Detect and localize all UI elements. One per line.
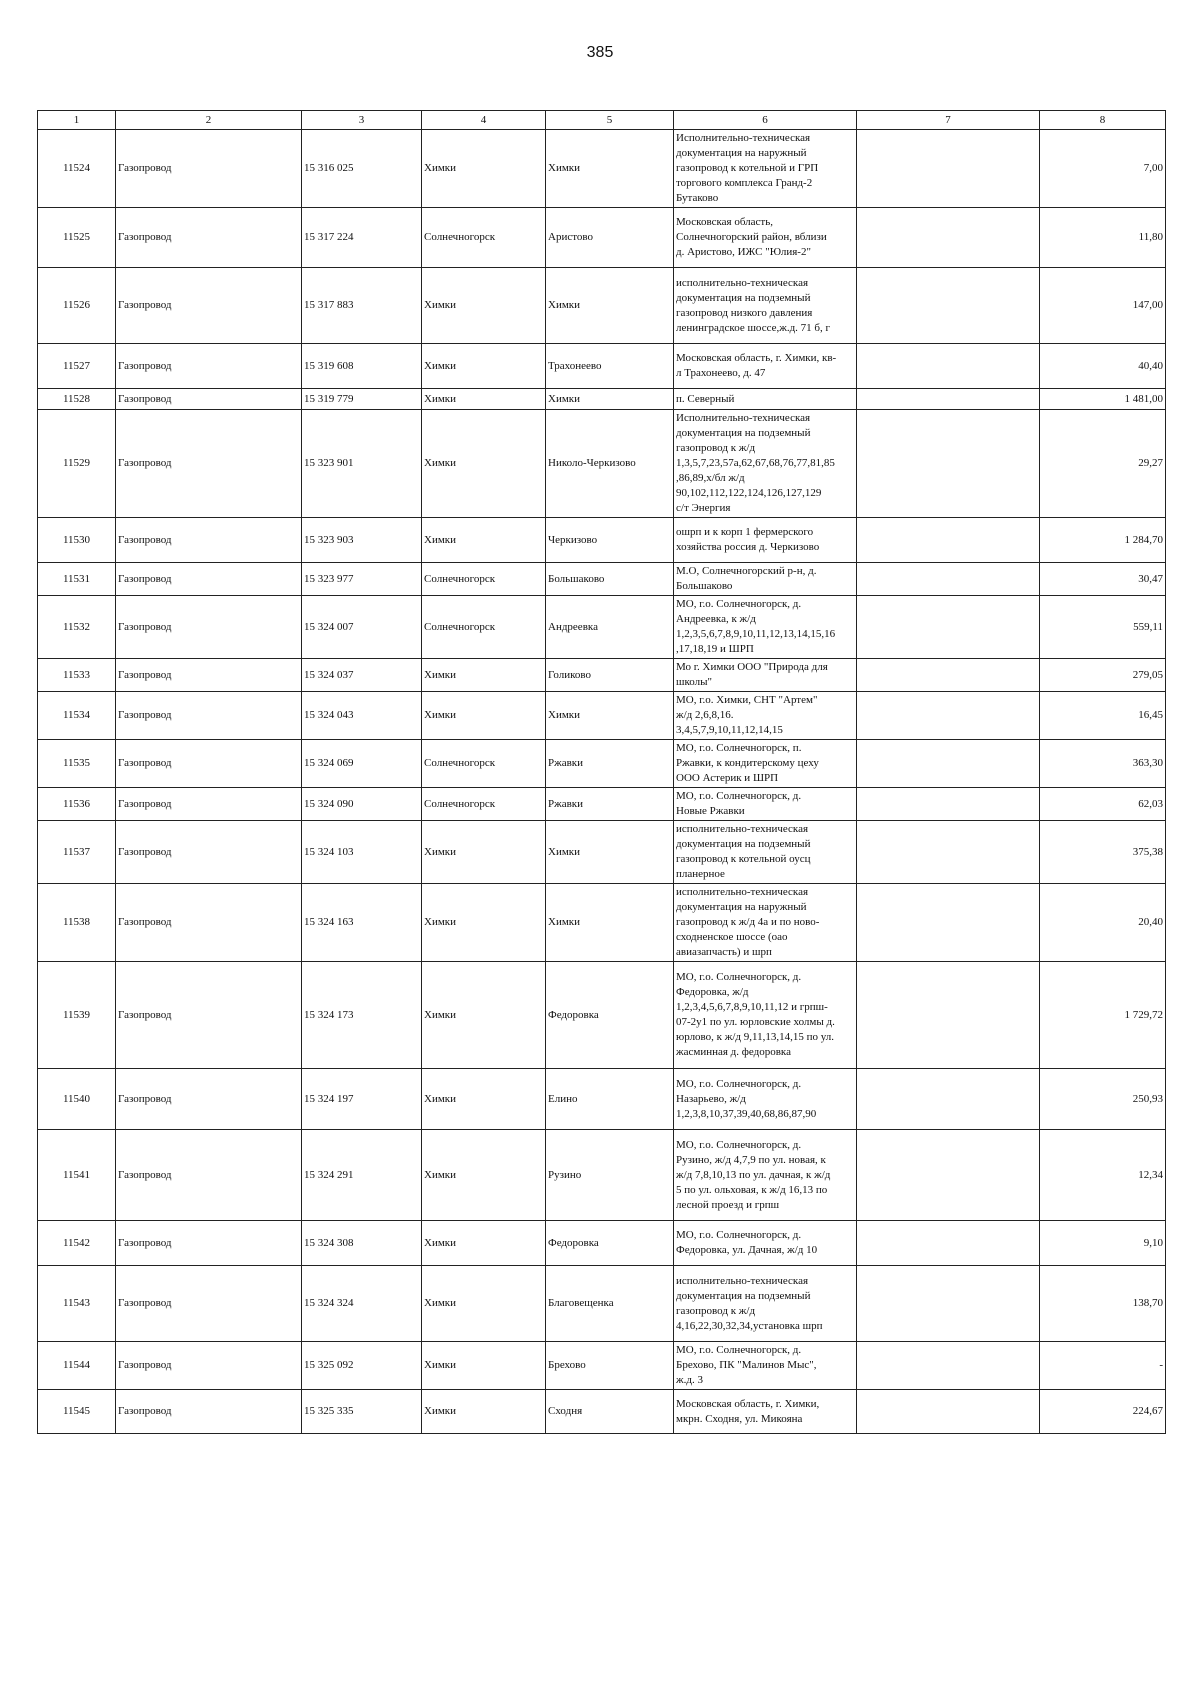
row-id-cell: 11534 — [38, 692, 116, 740]
column-7-cell — [857, 1221, 1040, 1266]
description-cell: Московская область, Солнечногорский район, вблизи д. Аристово, ИЖС "Юлия-2" — [674, 208, 857, 268]
value-cell: 62,03 — [1040, 788, 1166, 821]
district-cell: Химки — [422, 821, 546, 884]
value-cell: 250,93 — [1040, 1069, 1166, 1130]
table-row — [38, 1390, 1166, 1434]
table-row — [38, 268, 1166, 344]
type-cell: Газопровод — [116, 692, 302, 740]
type-cell: Газопровод — [116, 518, 302, 563]
district-cell: Химки — [422, 1342, 546, 1390]
district-cell: Химки — [422, 659, 546, 692]
row-id-cell: 11529 — [38, 410, 116, 518]
type-cell: Газопровод — [116, 740, 302, 788]
row-id-cell: 11527 — [38, 344, 116, 389]
type-cell: Газопровод — [116, 962, 302, 1069]
code-cell: 15 324 173 — [302, 962, 422, 1069]
value-cell: 138,70 — [1040, 1266, 1166, 1342]
code-cell: 15 324 090 — [302, 788, 422, 821]
table-row — [38, 563, 1166, 596]
locality-cell: Николо-Черкизово — [546, 410, 674, 518]
column-7-cell — [857, 1266, 1040, 1342]
type-cell: Газопровод — [116, 344, 302, 389]
type-cell: Газопровод — [116, 130, 302, 208]
district-cell: Солнечногорск — [422, 788, 546, 821]
type-cell: Газопровод — [116, 268, 302, 344]
description-cell: ошрп и к корп 1 фермерского хозяйства россия д. Черкизово — [674, 518, 857, 563]
description-cell: исполнительно-техническая документация на подземный газопровод к котельной оусц планерное — [674, 821, 857, 884]
code-cell: 15 324 007 — [302, 596, 422, 659]
table-row — [38, 130, 1166, 208]
table-row — [38, 518, 1166, 563]
value-cell: 363,30 — [1040, 740, 1166, 788]
value-cell: - — [1040, 1342, 1166, 1390]
code-cell: 15 325 335 — [302, 1390, 422, 1434]
locality-cell: Федоровка — [546, 962, 674, 1069]
row-id-cell: 11540 — [38, 1069, 116, 1130]
locality-cell: Аристово — [546, 208, 674, 268]
row-id-cell: 11525 — [38, 208, 116, 268]
code-cell: 15 319 779 — [302, 389, 422, 410]
district-cell: Химки — [422, 1221, 546, 1266]
district-cell: Солнечногорск — [422, 740, 546, 788]
column-header: 7 — [857, 111, 1040, 130]
table-row — [38, 1221, 1166, 1266]
locality-cell: Трахонеево — [546, 344, 674, 389]
row-id-cell: 11545 — [38, 1390, 116, 1434]
code-cell: 15 324 163 — [302, 884, 422, 962]
row-id-cell: 11543 — [38, 1266, 116, 1342]
code-cell: 15 324 291 — [302, 1130, 422, 1221]
column-header: 6 — [674, 111, 857, 130]
row-id-cell: 11537 — [38, 821, 116, 884]
description-cell: Исполнительно-техническая документация на наружный газопровод к котельной и ГРП торгового комплекса Гранд-2 Бутаково — [674, 130, 857, 208]
type-cell: Газопровод — [116, 1266, 302, 1342]
code-cell: 15 317 224 — [302, 208, 422, 268]
row-id-cell: 11538 — [38, 884, 116, 962]
value-cell: 29,27 — [1040, 410, 1166, 518]
district-cell: Химки — [422, 692, 546, 740]
description-cell: М.О, Солнечногорский р-н, д. Большаково — [674, 563, 857, 596]
locality-cell: Елино — [546, 1069, 674, 1130]
row-id-cell: 11528 — [38, 389, 116, 410]
table-row — [38, 659, 1166, 692]
column-7-cell — [857, 1342, 1040, 1390]
description-cell: МО, г.о. Химки, СНТ "Артем" ж/д 2,6,8,16. 3,4,5,7,9,10,11,12,14,15 — [674, 692, 857, 740]
description-cell: Исполнительно-техническая документация на подземный газопровод к ж/д 1,3,5,7,23,57а,62,67,68,76,77,81,85 ,86,89,х/бл ж/д 90,102,112,122,124,126,127,129 с/т Энергия — [674, 410, 857, 518]
column-7-cell — [857, 344, 1040, 389]
row-id-cell: 11542 — [38, 1221, 116, 1266]
row-id-cell: 11536 — [38, 788, 116, 821]
code-cell: 15 323 977 — [302, 563, 422, 596]
description-cell: МО, г.о. Солнечногорск, д. Федоровка, ул. Дачная, ж/д 10 — [674, 1221, 857, 1266]
code-cell: 15 324 069 — [302, 740, 422, 788]
table-row — [38, 596, 1166, 659]
column-7-cell — [857, 518, 1040, 563]
value-cell: 7,00 — [1040, 130, 1166, 208]
locality-cell: Благовещенка — [546, 1266, 674, 1342]
row-id-cell: 11526 — [38, 268, 116, 344]
column-7-cell — [857, 389, 1040, 410]
description-cell: исполнительно-техническая документация на подземный газопровод низкого давления ленинградское шоссе,ж.д. 71 б, г — [674, 268, 857, 344]
column-7-cell — [857, 1130, 1040, 1221]
locality-cell: Ржавки — [546, 740, 674, 788]
locality-cell: Химки — [546, 130, 674, 208]
district-cell: Солнечногорск — [422, 596, 546, 659]
column-header: 2 — [116, 111, 302, 130]
description-cell: исполнительно-техническая документация на подземный газопровод к ж/д 4,16,22,30,32,34,установка шрп — [674, 1266, 857, 1342]
row-id-cell: 11541 — [38, 1130, 116, 1221]
description-cell: МО, г.о. Солнечногорск, п. Ржавки, к кондитерскому цеху ООО Астерик и ШРП — [674, 740, 857, 788]
locality-cell: Ржавки — [546, 788, 674, 821]
locality-cell: Федоровка — [546, 1221, 674, 1266]
value-cell: 279,05 — [1040, 659, 1166, 692]
table-row — [38, 788, 1166, 821]
description-cell: МО, г.о. Солнечногорск, д. Назарьево, ж/д 1,2,3,8,10,37,39,40,68,86,87,90 — [674, 1069, 857, 1130]
value-cell: 147,00 — [1040, 268, 1166, 344]
code-cell: 15 323 901 — [302, 410, 422, 518]
type-cell: Газопровод — [116, 596, 302, 659]
locality-cell: Голиково — [546, 659, 674, 692]
type-cell: Газопровод — [116, 884, 302, 962]
value-cell: 1 481,00 — [1040, 389, 1166, 410]
description-cell: МО, г.о. Солнечногорск, д. Брехово, ПК "Малинов Мыс", ж.д. 3 — [674, 1342, 857, 1390]
header-row — [38, 111, 1166, 130]
table-row — [38, 692, 1166, 740]
row-id-cell: 11533 — [38, 659, 116, 692]
district-cell: Химки — [422, 1130, 546, 1221]
district-cell: Химки — [422, 130, 546, 208]
column-7-cell — [857, 1069, 1040, 1130]
row-id-cell: 11544 — [38, 1342, 116, 1390]
value-cell: 12,34 — [1040, 1130, 1166, 1221]
code-cell: 15 319 608 — [302, 344, 422, 389]
column-header: 5 — [546, 111, 674, 130]
column-7-cell — [857, 208, 1040, 268]
district-cell: Химки — [422, 268, 546, 344]
value-cell: 559,11 — [1040, 596, 1166, 659]
district-cell: Химки — [422, 518, 546, 563]
row-id-cell: 11532 — [38, 596, 116, 659]
column-7-cell — [857, 962, 1040, 1069]
table-row — [38, 1130, 1166, 1221]
locality-cell: Брехово — [546, 1342, 674, 1390]
district-cell: Химки — [422, 884, 546, 962]
type-cell: Газопровод — [116, 208, 302, 268]
column-header: 4 — [422, 111, 546, 130]
value-cell: 375,38 — [1040, 821, 1166, 884]
registry-table — [37, 110, 1166, 1434]
district-cell: Химки — [422, 962, 546, 1069]
district-cell: Солнечногорск — [422, 208, 546, 268]
code-cell: 15 324 308 — [302, 1221, 422, 1266]
column-7-cell — [857, 788, 1040, 821]
row-id-cell: 11530 — [38, 518, 116, 563]
type-cell: Газопровод — [116, 1342, 302, 1390]
type-cell: Газопровод — [116, 410, 302, 518]
locality-cell: Химки — [546, 821, 674, 884]
description-cell: исполнительно-техническая документация на наружный газопровод к ж/д 4а и по ново- сходненское шоссе (оао авиазапчасть) и шрп — [674, 884, 857, 962]
locality-cell: Химки — [546, 692, 674, 740]
row-id-cell: 11524 — [38, 130, 116, 208]
district-cell: Химки — [422, 410, 546, 518]
table-row — [38, 1069, 1166, 1130]
description-cell: п. Северный — [674, 389, 857, 410]
type-cell: Газопровод — [116, 821, 302, 884]
code-cell: 15 325 092 — [302, 1342, 422, 1390]
code-cell: 15 324 197 — [302, 1069, 422, 1130]
column-7-cell — [857, 692, 1040, 740]
column-7-cell — [857, 410, 1040, 518]
type-cell: Газопровод — [116, 1069, 302, 1130]
type-cell: Газопровод — [116, 1130, 302, 1221]
description-cell: Московская область, г. Химки, кв- л Трахонеево, д. 47 — [674, 344, 857, 389]
description-cell: Мо г. Химки ООО "Природа для школы" — [674, 659, 857, 692]
locality-cell: Черкизово — [546, 518, 674, 563]
table-row — [38, 208, 1166, 268]
description-cell: МО, г.о. Солнечногорск, д. Андреевка, к ж/д 1,2,3,5,6,7,8,9,10,11,12,13,14,15,16 ,17,18,19 и ШРП — [674, 596, 857, 659]
table-row — [38, 1266, 1166, 1342]
column-7-cell — [857, 563, 1040, 596]
column-header: 8 — [1040, 111, 1166, 130]
locality-cell: Химки — [546, 389, 674, 410]
locality-cell: Сходня — [546, 1390, 674, 1434]
column-7-cell — [857, 740, 1040, 788]
description-cell: Московская область, г. Химки, мкрн. Сходня, ул. Микояна — [674, 1390, 857, 1434]
locality-cell: Химки — [546, 268, 674, 344]
value-cell: 1 729,72 — [1040, 962, 1166, 1069]
type-cell: Газопровод — [116, 563, 302, 596]
row-id-cell: 11531 — [38, 563, 116, 596]
type-cell: Газопровод — [116, 389, 302, 410]
column-7-cell — [857, 596, 1040, 659]
code-cell: 15 323 903 — [302, 518, 422, 563]
value-cell: 224,67 — [1040, 1390, 1166, 1434]
type-cell: Газопровод — [116, 1390, 302, 1434]
column-7-cell — [857, 821, 1040, 884]
row-id-cell: 11535 — [38, 740, 116, 788]
table-row — [38, 884, 1166, 962]
value-cell: 1 284,70 — [1040, 518, 1166, 563]
district-cell: Химки — [422, 1390, 546, 1434]
type-cell: Газопровод — [116, 788, 302, 821]
district-cell: Химки — [422, 1266, 546, 1342]
column-7-cell — [857, 130, 1040, 208]
value-cell: 9,10 — [1040, 1221, 1166, 1266]
column-7-cell — [857, 884, 1040, 962]
value-cell: 11,80 — [1040, 208, 1166, 268]
table-row — [38, 344, 1166, 389]
value-cell: 40,40 — [1040, 344, 1166, 389]
code-cell: 15 324 043 — [302, 692, 422, 740]
value-cell: 20,40 — [1040, 884, 1166, 962]
description-cell: МО, г.о. Солнечногорск, д. Федоровка, ж/д 1,2,3,4,5,6,7,8,9,10,11,12 и грпш- 07-2у1 по ул. юрловские холмы д. юрлово, к ж/д 9,11,13,14,15 по ул. жасминная д. федоровка — [674, 962, 857, 1069]
table-row — [38, 389, 1166, 410]
code-cell: 15 324 037 — [302, 659, 422, 692]
table-row — [38, 410, 1166, 518]
type-cell: Газопровод — [116, 659, 302, 692]
table-body — [38, 130, 1166, 1434]
table-header — [38, 111, 1166, 130]
code-cell: 15 324 324 — [302, 1266, 422, 1342]
locality-cell: Большаково — [546, 563, 674, 596]
table-row — [38, 821, 1166, 884]
locality-cell: Химки — [546, 884, 674, 962]
value-cell: 16,45 — [1040, 692, 1166, 740]
district-cell: Химки — [422, 389, 546, 410]
locality-cell: Андреевка — [546, 596, 674, 659]
code-cell: 15 316 025 — [302, 130, 422, 208]
column-header: 1 — [38, 111, 116, 130]
value-cell: 30,47 — [1040, 563, 1166, 596]
code-cell: 15 324 103 — [302, 821, 422, 884]
page-number: 385 — [586, 44, 614, 61]
column-7-cell — [857, 268, 1040, 344]
column-header: 3 — [302, 111, 422, 130]
column-7-cell — [857, 659, 1040, 692]
row-id-cell: 11539 — [38, 962, 116, 1069]
district-cell: Солнечногорск — [422, 563, 546, 596]
table-row — [38, 740, 1166, 788]
district-cell: Химки — [422, 1069, 546, 1130]
locality-cell: Рузино — [546, 1130, 674, 1221]
type-cell: Газопровод — [116, 1221, 302, 1266]
description-cell: МО, г.о. Солнечногорск, д. Рузино, ж/д 4,7,9 по ул. новая, к ж/д 7,8,10,13 по ул. дачная, к ж/д 5 по ул. ольховая, к ж/д 16,13 по лесной проезд и грпш — [674, 1130, 857, 1221]
table-row — [38, 1342, 1166, 1390]
code-cell: 15 317 883 — [302, 268, 422, 344]
district-cell: Химки — [422, 344, 546, 389]
table-row — [38, 962, 1166, 1069]
description-cell: МО, г.о. Солнечногорск, д. Новые Ржавки — [674, 788, 857, 821]
column-7-cell — [857, 1390, 1040, 1434]
